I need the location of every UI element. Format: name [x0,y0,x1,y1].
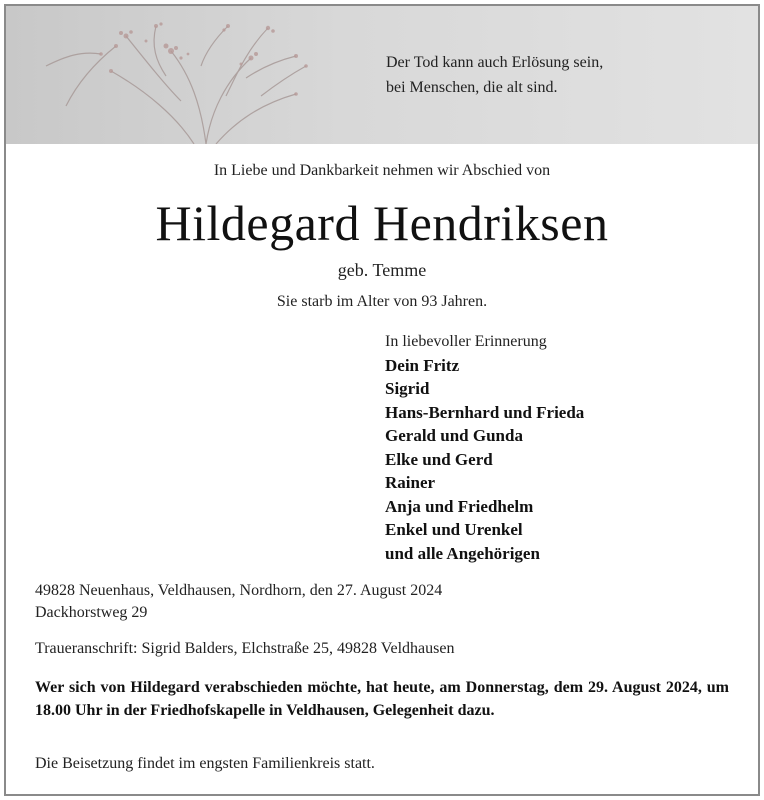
mourners-lead: In liebevoller Erinnerung [385,333,547,350]
mourners-list [385,330,584,565]
mourner-item: Rainer [385,473,436,492]
burial-note: Die Beisetzung findet im engsten Familienkreis statt. [35,755,375,772]
street-line: Dackhorstweg 29 [35,604,148,621]
mourner-item: und alle Angehörigen [385,543,540,563]
mourner-item: Dein Fritz [385,355,460,375]
mourner-item: Elke und Gerd [385,449,493,469]
maiden-name: geb. Temme [337,260,427,280]
age-line: Sie starb im Alter von 93 Jahren. [276,293,488,310]
deceased-name: Hildegard Hendriksen [155,195,609,251]
intro-text: In Liebe und Dankbarkeit nehmen wir Abschied von [213,162,551,179]
mourner-item: Hans-Bernhard und Frieda [385,402,585,422]
mourning-address: Traueranschrift: Sigrid Balders, Elchstraße 25, 49828 Veldhausen [35,640,455,657]
quote-line-1: Der Tod kann auch Erlösung sein, [386,54,604,71]
farewell-notice: Wer sich von Hildegard verabschieden möchte, hat heute, am Donnerstag, dem 29. August 2024, um 18.00 Uhr in der Friedhofskapelle in Veldhausen, Gelegenheit dazu. [35,679,729,719]
dried-flowers-photo [6,6,758,144]
obituary-card [4,4,760,796]
mourner-item: Sigrid [385,379,430,398]
mourner-item: Anja und Friedhelm [385,496,534,516]
place-date-line: 49828 Neuenhaus, Veldhausen, Nordhorn, den 27. August 2024 [35,582,443,599]
header-quote [386,50,603,100]
mourner-item: Gerald und Gunda [385,426,523,445]
quote-line-2: bei Menschen, die alt sind. [386,79,558,96]
header-banner [6,6,758,144]
place-and-date [35,580,442,624]
mourner-item: Enkel und Urenkel [385,520,523,539]
